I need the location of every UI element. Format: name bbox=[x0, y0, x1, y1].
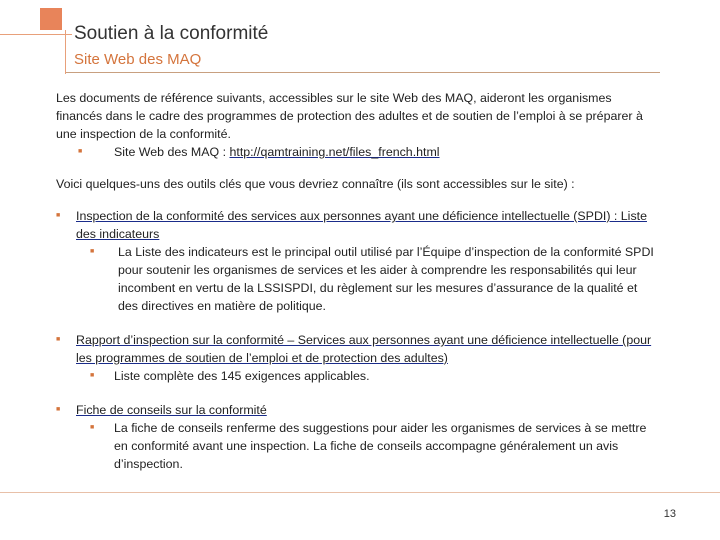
list-item bbox=[56, 331, 660, 367]
subitem-text: La fiche de conseils renferme des suggestions pour aider les organismes de services à se mettre en conformité avant une inspection. La fiche de conseils accompagne généralement un avis d’inspection. bbox=[114, 421, 647, 471]
square-bullet-icon: ■ bbox=[78, 148, 83, 155]
subitem-text: La Liste des indicateurs est le principal outil utilisé par l’Équipe d’inspection de la conformité SPDI pour soutenir les organismes de services et les aider à comprendre les responsabilités qui leur incombent en vertu de la LSSISPDI, du règlement sur les mesures d’assurance de la qualité et des directives en matière de politique. bbox=[118, 245, 654, 313]
list-subitem bbox=[56, 243, 660, 315]
square-bullet-icon: ■ bbox=[90, 372, 95, 379]
intro-paragraph: Les documents de référence suivants, accessibles sur le site Web des MAQ, aideront les organismes financés dans le cadre des programmes de protection des adultes et de soutien de l’emploi à se préparer à une inspection de la conformité. bbox=[56, 91, 643, 141]
square-bullet-icon: ■ bbox=[56, 212, 61, 219]
site-url-link[interactable]: http://qamtraining.net/files_french.html bbox=[229, 145, 440, 159]
list-subitem bbox=[56, 367, 660, 385]
title-divider bbox=[66, 72, 660, 73]
tips-sheet-link[interactable]: Fiche de conseils sur la conformité bbox=[76, 403, 267, 417]
list-item bbox=[56, 401, 660, 419]
tools-intro: Voici quelques-uns des outils clés que vous devriez connaître (ils sont accessibles sur le site) : bbox=[56, 177, 575, 191]
subitem-text: Liste complète des 145 exigences applicables. bbox=[114, 369, 370, 383]
list-subitem bbox=[56, 419, 660, 473]
slide-subtitle: Site Web des MAQ bbox=[74, 51, 202, 68]
page-number: 13 bbox=[663, 508, 676, 520]
square-bullet-icon: ■ bbox=[90, 248, 95, 255]
inspection-report-link[interactable]: Rapport d’inspection sur la conformité – Services aux personnes ayant une déficience intellectuelle (pour les programmes de soutien de l’emploi et de protection des adultes) bbox=[76, 333, 652, 365]
site-label: Site Web des MAQ : bbox=[114, 145, 227, 159]
square-bullet-icon: ■ bbox=[56, 406, 61, 413]
indicator-list-link[interactable]: Inspection de la conformité des services aux personnes ayant une déficience intellectuelle (SPDI) : Liste des indicateurs bbox=[76, 209, 647, 241]
accent-square bbox=[40, 8, 62, 30]
accent-line bbox=[0, 34, 72, 35]
site-link-line bbox=[56, 143, 660, 161]
square-bullet-icon: ■ bbox=[90, 424, 95, 431]
slide-title: Soutien à la conformité bbox=[74, 23, 269, 44]
footer-divider bbox=[0, 492, 720, 493]
square-bullet-icon: ■ bbox=[56, 336, 61, 343]
list-item bbox=[56, 207, 660, 243]
slide-content bbox=[56, 89, 660, 473]
accent-vertical-line bbox=[65, 30, 66, 74]
